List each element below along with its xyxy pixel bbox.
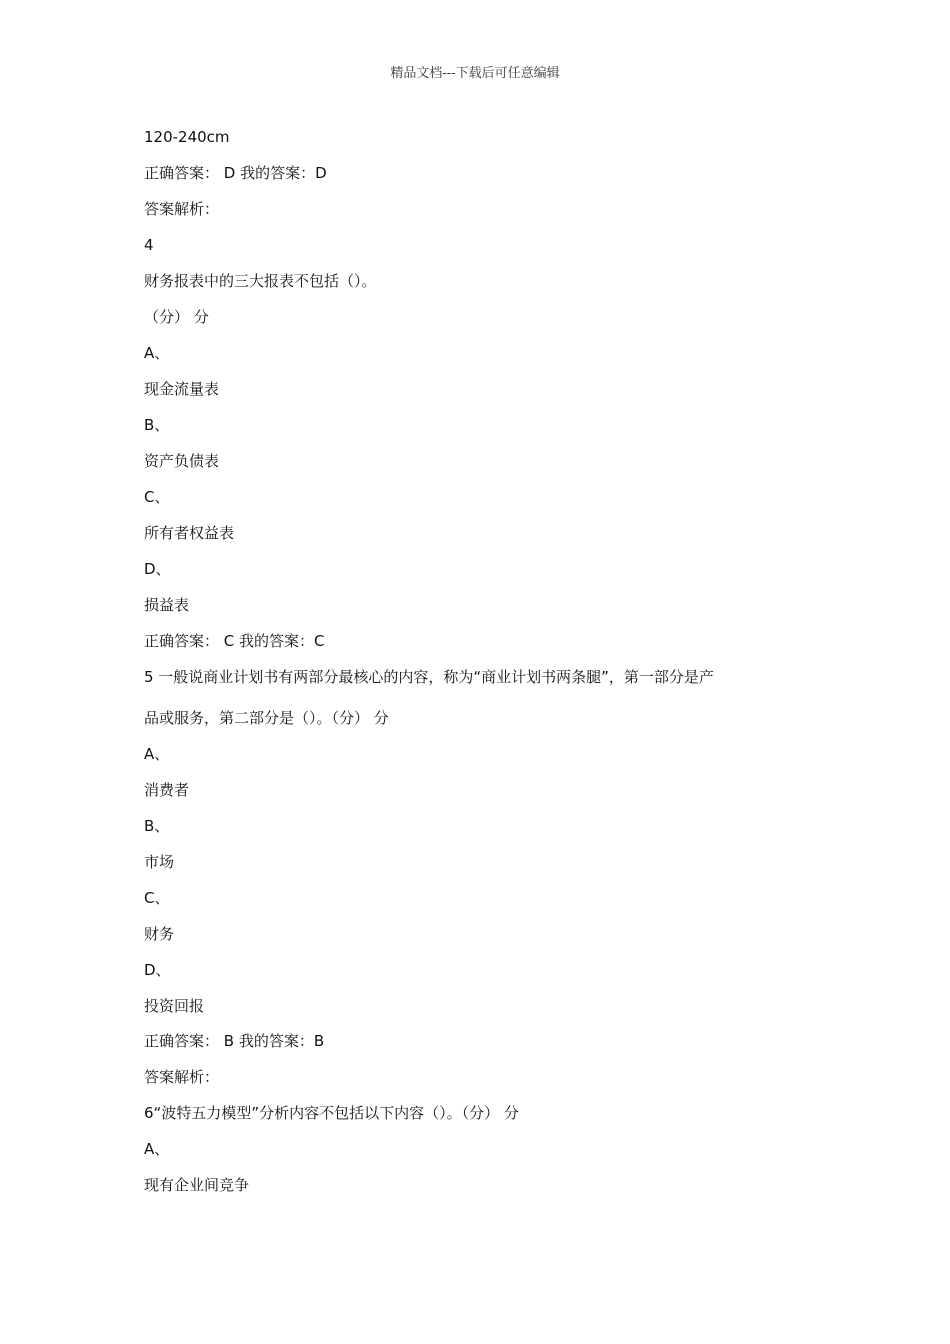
correct-answer-line: 正确答案： C 我的答案：C [144, 632, 325, 650]
option-text-c: 财务 [144, 925, 175, 943]
option-label-a: A、 [144, 745, 170, 763]
option-text-d: 投资回报 [144, 997, 205, 1015]
option-text-b: 市场 [144, 853, 175, 871]
option-label-d: D、 [144, 560, 171, 578]
option-label-b: B、 [144, 817, 170, 835]
option-label-a: A、 [144, 1140, 170, 1158]
answer-analysis-label: 答案解析： [144, 1068, 220, 1086]
question-text-continued: 品或服务，第二部分是（）。（分） 分 [144, 709, 389, 727]
option-text-c: 所有者权益表 [144, 524, 235, 542]
page-header: 精品文档---下载后可任意编辑 [390, 66, 560, 81]
correct-answer-line: 正确答案： B 我的答案：B [144, 1032, 325, 1050]
question-text: 财务报表中的三大报表不包括（）。 [144, 272, 377, 290]
option-text-d: 损益表 [144, 596, 190, 614]
option-label-c: C、 [144, 488, 170, 506]
correct-answer-line: 正确答案： D 我的答案：D [144, 164, 327, 182]
option-text-a: 现金流量表 [144, 380, 220, 398]
option-label-a: A、 [144, 344, 170, 362]
answer-option-text: 120-240cm [144, 128, 230, 146]
question-number: 4 [144, 236, 154, 254]
option-text-a: 消费者 [144, 781, 190, 799]
option-text-a: 现有企业间竞争 [144, 1176, 250, 1194]
question-text: 6“波特五力模型”分析内容不包括以下内容（）。（分） 分 [144, 1104, 519, 1122]
option-label-d: D、 [144, 961, 171, 979]
question-score: （分） 分 [144, 308, 209, 326]
option-text-b: 资产负债表 [144, 452, 220, 470]
option-label-c: C、 [144, 889, 170, 907]
option-label-b: B、 [144, 416, 170, 434]
answer-analysis-label: 答案解析： [144, 200, 220, 218]
question-text: 5 一般说商业计划书有两部分最核心的内容，称为“商业计划书两条腿”，第一部分是产 [144, 668, 714, 686]
